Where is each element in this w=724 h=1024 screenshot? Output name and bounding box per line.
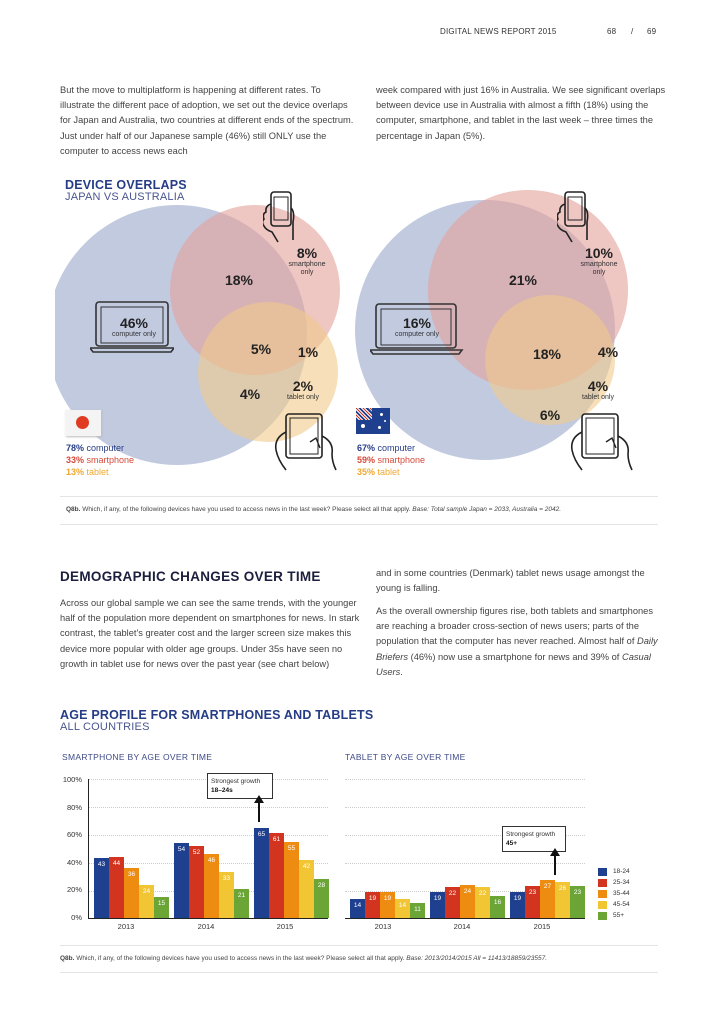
japan-smartphone-total-label: smartphone	[84, 455, 135, 465]
demographic-paragraph-1: Across our global sample we can see the same trends, with the younger half of the population more dependent on smartphones for news. In stark contrast, the tablet's greater cost and the larger screen size makes this device more popular with older age groups. Under 35s have seen no growth in tablet use for news over the past year (see chart below)	[60, 598, 360, 669]
legend-label: 18-24	[613, 868, 630, 875]
demographic-paragraph-3	[376, 604, 666, 680]
x-tick: 2013	[117, 922, 135, 931]
bar-25-34-2014	[189, 846, 204, 918]
daily-briefers-term: Daily Briefers	[376, 636, 658, 662]
australia-tablet-only-value: 4%	[587, 378, 609, 394]
legend-label: 45-54	[613, 901, 630, 908]
bar-value-label: 19	[513, 894, 522, 902]
australia-computer-only-value: 16%	[402, 315, 432, 331]
x-tick: 2015	[533, 922, 551, 931]
legend-item-45-54	[598, 899, 630, 910]
japan-smartphone-only-value: 8%	[296, 245, 318, 261]
japan-tablet-only-label: tablet only	[287, 394, 319, 401]
bar-value-label: 15	[157, 900, 166, 908]
bar-value-label: 42	[302, 862, 311, 870]
bar-25-34-2013	[109, 857, 124, 918]
australia-computer-total-label: computer	[375, 443, 416, 453]
japan-tablet-total-label: tablet	[84, 467, 109, 477]
bar-value-label: 33	[222, 875, 231, 883]
bar-55+-2013	[410, 903, 425, 918]
bar-value-label: 54	[177, 845, 186, 853]
bar-value-label: 14	[353, 901, 362, 909]
bar-value-label: 16	[493, 898, 502, 906]
y-tick: 40%	[66, 858, 82, 867]
legend-label: 55+	[613, 912, 625, 919]
legend-swatch	[598, 868, 607, 876]
intro-paragraph-1: But the move to multiplatform is happening at different rates. To illustrate the different pace of adoption, we set out the device overlaps for Japan and Australia, two countries at different ends of the spectrum. Just under half of our Japanese sample (46%) still ONLY use the computer to access news each	[60, 85, 354, 156]
bar-value-label: 52	[192, 848, 201, 856]
bar-55+-2015	[314, 879, 329, 918]
australia-totals	[357, 442, 425, 478]
bar-45-54-2013	[139, 885, 154, 918]
australia-flag-icon	[356, 408, 390, 434]
japan-computer-tablet-value: 4%	[239, 386, 261, 402]
bar-value-label: 19	[433, 894, 442, 902]
japan-computer-total: 78%	[66, 443, 85, 453]
bar-value-label: 14	[398, 901, 407, 909]
australia-computer-only-label: computer only	[395, 331, 439, 338]
demographic-title: DEMOGRAPHIC CHANGES OVER TIME	[60, 569, 321, 584]
japan-all-three-value: 5%	[250, 341, 272, 357]
y-tick: 60%	[66, 830, 82, 839]
japan-smartphone-total: 33%	[66, 455, 85, 465]
x-tick: 2013	[374, 922, 392, 931]
bar-value-label: 21	[237, 891, 246, 899]
bar-18-24-2013	[94, 858, 109, 918]
bar-35-44-2015	[284, 842, 299, 918]
australia-smartphone-only-value: 10%	[584, 245, 614, 261]
australia-computer-smartphone-value: 21%	[508, 272, 538, 288]
callout-highlight: 18–24s	[211, 787, 233, 794]
divider	[60, 496, 658, 497]
legend-swatch	[598, 890, 607, 898]
arrow-stem	[554, 855, 556, 875]
japan-computer-total-label: computer	[84, 443, 125, 453]
bar-25-34-2014	[445, 887, 460, 918]
smartphone-bar-chart	[88, 779, 328, 919]
bar-value-label: 55	[287, 844, 296, 852]
page-separator: /	[631, 27, 634, 36]
footnote-question-id: Q8b.	[66, 506, 81, 513]
bar-35-44-2014	[204, 854, 219, 918]
bar-value-label: 27	[543, 883, 552, 891]
y-tick: 0%	[71, 913, 82, 922]
intro-paragraph-2: week compared with just 16% in Australia. We see significant overlaps between device use in Australia with almost a fifth (18%) using the computer, smartphone, and tablet in the last week – three times the percentage in Japan (5%).	[376, 85, 666, 141]
bar-value-label: 26	[558, 884, 567, 892]
bar-value-label: 46	[207, 857, 216, 865]
legend-label: 35-44	[613, 890, 630, 897]
footnote-text: Which, if any, of the following devices have you used to access news in the last week? Please select all that apply.	[80, 506, 413, 513]
y-tick: 100%	[62, 775, 82, 784]
australia-computer-tablet-value: 6%	[539, 407, 561, 423]
footnote-text: Which, if any, of the following devices have you used to access news in the last week? Please select all that apply.	[74, 955, 407, 962]
japan-computer-smartphone-value: 18%	[224, 272, 254, 288]
bar-18-24-2015	[254, 828, 269, 918]
bar-35-44-2015	[540, 880, 555, 918]
bar-value-label: 23	[528, 889, 537, 897]
bar-value-label: 24	[142, 887, 151, 895]
text-run: As the overall ownership figures rise, both tablets and smartphones are reaching a broader cross-section of news users; parts of the population that the computer has never reached. Almost half of	[376, 606, 653, 647]
australia-smartphone-only-label: smartphone only	[580, 261, 618, 276]
australia-smartphone-total: 59%	[357, 455, 376, 465]
footnote-question-id: Q8b.	[60, 955, 75, 962]
bar-18-24-2013	[350, 899, 365, 918]
bar-value-label: 11	[414, 905, 421, 913]
footnote-base: Base: Total sample Japan = 2033, Australia = 2042.	[412, 506, 562, 513]
x-tick: 2015	[276, 922, 294, 931]
japan-totals	[66, 442, 134, 478]
divider	[60, 524, 658, 525]
australia-smartphone-tablet-value: 4%	[597, 344, 619, 360]
bar-value-label: 19	[383, 894, 392, 902]
x-tick: 2014	[453, 922, 471, 931]
japan-flag-icon	[65, 410, 101, 436]
page-number-left: 68	[607, 27, 617, 36]
bar-18-24-2014	[174, 843, 189, 918]
device-overlaps-footnote	[66, 506, 561, 513]
callout-highlight: 45+	[506, 840, 518, 847]
japan-smartphone-tablet-value: 1%	[297, 344, 319, 360]
legend-swatch	[598, 912, 607, 920]
smartphone-hand-icon	[557, 190, 593, 244]
legend-item-18-24	[598, 866, 630, 877]
legend-item-35-44	[598, 888, 630, 899]
tablet-hands-icon	[566, 412, 634, 472]
report-title: DIGITAL NEWS REPORT 2015	[440, 27, 557, 36]
bar-45-54-2014	[219, 872, 234, 918]
australia-tablet-total-label: tablet	[375, 467, 400, 477]
tablet-hands-icon	[270, 412, 338, 472]
age-profile-title: AGE PROFILE FOR SMARTPHONES AND TABLETS	[60, 708, 374, 722]
y-tick: 20%	[66, 885, 82, 894]
bar-55+-2015	[570, 886, 585, 918]
smartphone-hand-icon	[263, 190, 299, 244]
bar-55+-2014	[234, 889, 249, 918]
bar-45-54-2015	[555, 882, 570, 918]
callout-line: Strongest growth	[506, 831, 556, 838]
legend-swatch	[598, 879, 607, 887]
japan-tablet-only-value: 2%	[292, 378, 314, 394]
bar-45-54-2015	[299, 860, 314, 918]
bar-value-label: 43	[97, 861, 106, 869]
legend-item-55-plus	[598, 910, 630, 921]
device-overlaps-subtitle: JAPAN VS AUSTRALIA	[65, 191, 185, 203]
bar-25-34-2013	[365, 892, 380, 918]
bar-value-label: 22	[448, 890, 457, 898]
arrow-stem	[258, 802, 260, 822]
x-tick: 2014	[197, 922, 215, 931]
bar-45-54-2014	[475, 887, 490, 918]
bar-25-34-2015	[525, 886, 540, 918]
y-tick: 80%	[66, 803, 82, 812]
bar-35-44-2013	[124, 868, 139, 918]
japan-computer-only-value: 46%	[119, 315, 149, 331]
legend-swatch	[598, 901, 607, 909]
text-run: .	[400, 666, 403, 677]
demographic-paragraph-2: and in some countries (Denmark) tablet news usage amongst the young is falling.	[376, 568, 645, 594]
australia-tablet-only-label: tablet only	[582, 394, 614, 401]
casual-users-term: Casual Users	[376, 651, 651, 677]
bar-55+-2013	[154, 897, 169, 918]
australia-computer-total: 67%	[357, 443, 376, 453]
page-number-right: 69	[647, 27, 657, 36]
bar-value-label: 23	[573, 889, 582, 897]
australia-tablet-total: 35%	[357, 467, 376, 477]
bar-value-label: 22	[478, 890, 487, 898]
japan-tablet-total: 13%	[66, 467, 85, 477]
bar-value-label: 19	[368, 894, 377, 902]
bar-25-34-2015	[269, 833, 284, 918]
bar-value-label: 28	[317, 882, 326, 890]
callout-line: Strongest growth	[211, 778, 261, 785]
smartphone-chart-title: SMARTPHONE BY AGE OVER TIME	[62, 752, 213, 762]
legend-label: 25-34	[613, 879, 630, 886]
text-run: (46%) now use a smartphone for news and 39% of	[408, 651, 622, 662]
japan-computer-only-label: computer only	[112, 331, 156, 338]
tablet-chart-title: TABLET BY AGE OVER TIME	[345, 752, 466, 762]
bar-35-44-2014	[460, 885, 475, 918]
japan-smartphone-only-label: smartphone only	[288, 261, 326, 276]
bar-35-44-2013	[380, 892, 395, 918]
bar-value-label: 61	[272, 836, 281, 844]
divider	[60, 972, 658, 973]
bar-value-label: 44	[112, 859, 121, 867]
australia-smartphone-total-label: smartphone	[375, 455, 426, 465]
australia-all-three-value: 18%	[532, 346, 562, 362]
device-overlaps-title: DEVICE OVERLAPS	[65, 178, 187, 192]
age-profile-footnote	[60, 955, 547, 962]
bar-value-label: 36	[127, 870, 136, 878]
footnote-base: Base: 2013/2014/2015 All = 11413/18859/23557.	[406, 955, 548, 962]
bar-18-24-2014	[430, 892, 445, 918]
legend-item-25-34	[598, 877, 630, 888]
age-legend	[598, 866, 630, 921]
bar-45-54-2013	[395, 899, 410, 918]
age-profile-subtitle: ALL COUNTRIES	[60, 721, 150, 733]
bar-55+-2014	[490, 896, 505, 918]
divider	[60, 945, 658, 946]
bar-value-label: 24	[463, 887, 472, 895]
bar-value-label: 65	[257, 830, 266, 838]
bar-18-24-2015	[510, 892, 525, 918]
